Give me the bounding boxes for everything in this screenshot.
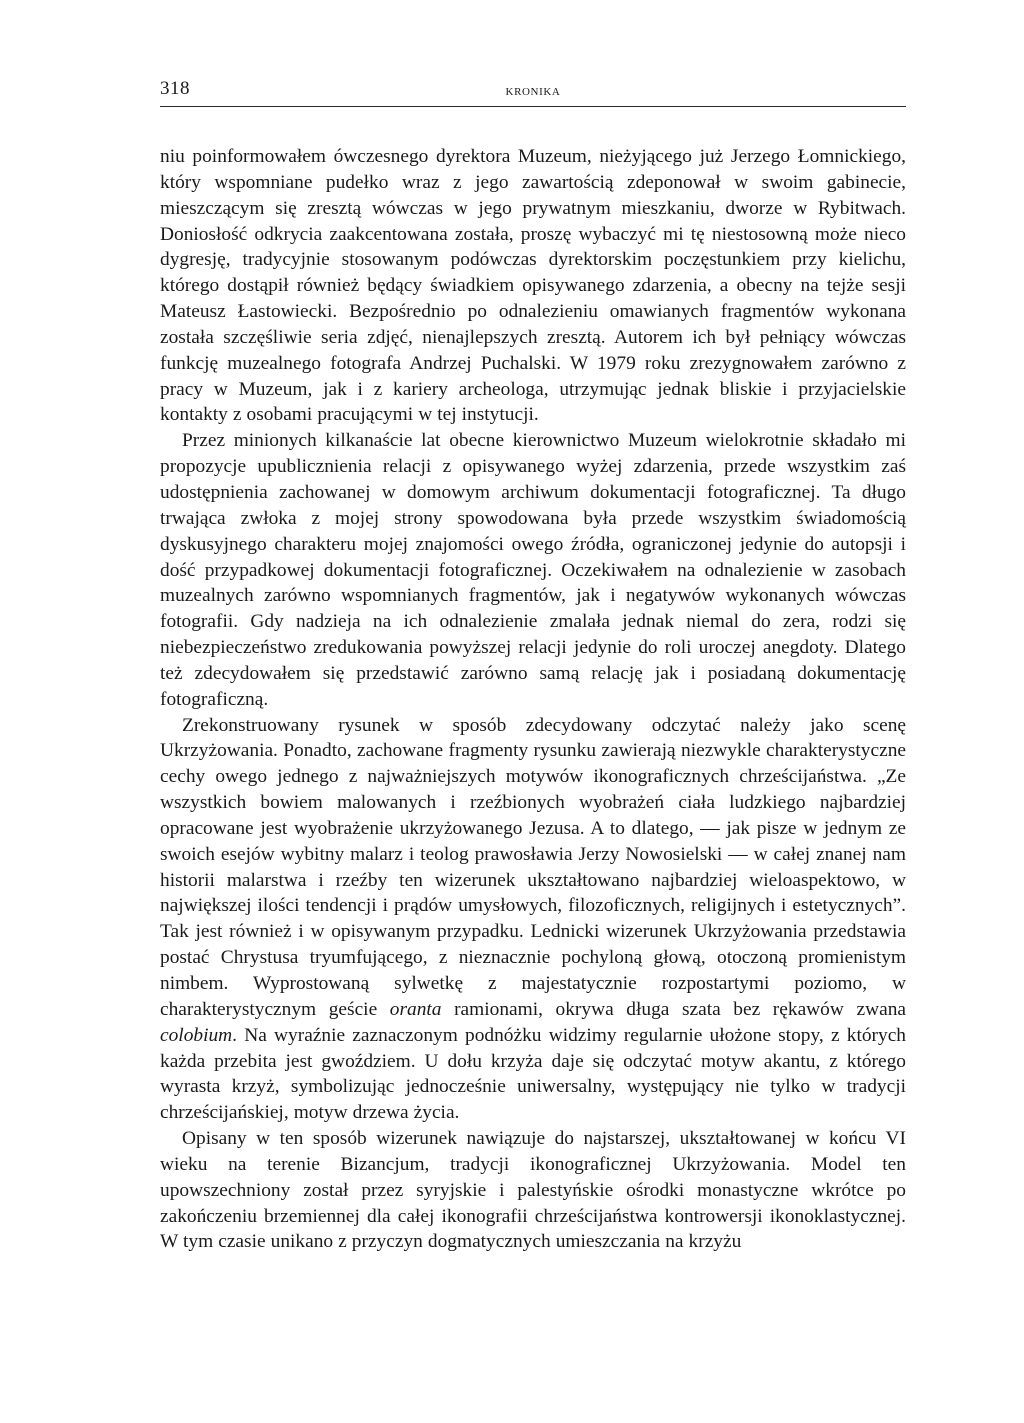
running-head — [160, 76, 906, 107]
paragraph-text: . Na wyraźnie zaznaczonym podnóżku widzimy regularnie ułożone stopy, z których każda przebita jest gwoździem. U dołu krzyża daje się odczytać motyw akantu, z którego wyrasta krzyż, symbolizując jednocześnie uniwersalny, występujący nie tylko w tradycji chrześcijańskiej, motyw drzewa życia. — [160, 1024, 906, 1124]
section-title: KRONIKA — [505, 86, 561, 98]
italic-term: oranta — [389, 998, 442, 1020]
paragraph-text: Opisany w ten sposób wizerunek nawiązuje do najstarszej, ukształtowanej w końcu VI wieku na terenie Bizancjum, tradycji ikonograficznej Ukrzyżowania. Model ten upowszechniony został przez syryjskie i palestyńskie ośrodki monastyczne wkrótce po zakończeniu brzemiennej dla całej ikonografii chrześcijaństwa kontrowersji ikonoklastycznej. W tym czasie unikano z przyczyn dogmatycznych umieszczania na krzyżu — [160, 1128, 906, 1253]
italic-term: colobium — [160, 1024, 233, 1046]
paragraph-text: Przez minionych kilkanaście lat obecne kierownictwo Muzeum wielokrotnie składało mi propozycje upublicznienia relacji z opisywanego wyżej zdarzenia, przede wszystkim zaś udostępnienia zachowanej w domowym archiwum dokumentacji fotograficznej. Ta długo trwająca zwłoka z mojej strony spowodowana była przede wszystkim świadomością dyskusyjnego charakteru mojej znajomości owego źródła, ograniczonej jedynie do autopsji i dość przypadkowej dokumentacji fotograficznej. Oczekiwałem na odnalezienie w zasobach muzealnych zarówno wspomnianych fragmentów, jak i negatywów wykonanych wówczas fotografii. Gdy nadzieja na ich odnalezienie zmalała jednak niemal do zera, rodzi się niebezpieczeństwo zredukowania powyższej relacji jedynie do roli uroczej anegdoty. Dlatego też zdecydowałem się przedstawić zarówno samą relację jak i posiadaną dokumentację fotograficzną. — [160, 430, 906, 710]
paragraph-text: niu poinformowałem ówczesnego dyrektora Muzeum, nieżyjącego już Jerzego Łomnickiego, który wspomniane pudełko wraz z jego zawartością zdeponował w swoim gabinecie, mieszczącym się zresztą wówczas w jego prywatnym mieszkaniu, dworze w Rybitwach. Doniosłość odkrycia zaakcentowana została, proszę wybaczyć mi tę niestosowną może nieco dygresję, tradycyjnie stosowanym podówczas dyrektorskim poczęstunkiem przy kielichu, którego dostąpił również będący świadkiem opisywanego zdarzenia, a obecny na tejże sesji Mateusz Łastowiecki. Bezpośrednio po odnalezieniu omawianych fragmentów wykonana została szczęśliwie seria zdjęć, nienajlepszych zresztą. Autorem ich był pełniący wówczas funkcję muzealnego fotografa Andrzej Puchalski. W 1979 roku zrezygnowałem zarówno z pracy w Muzeum, jak i z kariery archeologa, utrzymując jednak bliskie i przyjacielskie kontakty z osobami pracującymi w tej instytucji. — [160, 146, 906, 426]
body-text — [160, 144, 906, 1255]
paragraph — [160, 428, 906, 712]
paragraph — [160, 144, 906, 428]
page-number: 318 — [160, 78, 190, 99]
paragraph — [160, 713, 906, 1127]
document-page — [160, 76, 906, 1255]
paragraph-text: ramionami, okrywa długa szata bez rękawów zwana — [441, 998, 906, 1020]
paragraph-text: Zrekonstruowany rysunek w sposób zdecydowany odczytać należy jako scenę Ukrzyżowania. Ponadto, zachowane fragmenty rysunku zawierają niezwykle charakterystyczne cechy owego jednego z najważniejszych motywów ikonograficznych chrześcijaństwa. „Ze wszystkich bowiem malowanych i rzeźbionych wyobrażeń ciała ludzkiego najbardziej opracowane jest wyobrażenie ukrzyżowanego Jezusa. A to dlatego, — jak pisze w jednym ze swoich esejów wybitny malarz i teolog prawosławia Jerzy Nowosielski — w całej znanej nam historii malarstwa i rzeźby ten wizerunek ukształtowano najbardziej wieloaspektowo, w największej ilości tendencji i prądów umysłowych, filozoficznych, religijnych i estetycznych”. Tak jest również i w opisywanym przypadku. Lednicki wizerunek Ukrzyżowania przedstawia postać Chrystusa tryumfującego, z nieznacznie pochyloną głową, otoczoną promienistym nimbem. Wyprostowaną sylwetkę z majestatycznie rozpostartymi poziomo, w charakterystycznym geście — [160, 714, 906, 1020]
paragraph — [160, 1126, 906, 1255]
